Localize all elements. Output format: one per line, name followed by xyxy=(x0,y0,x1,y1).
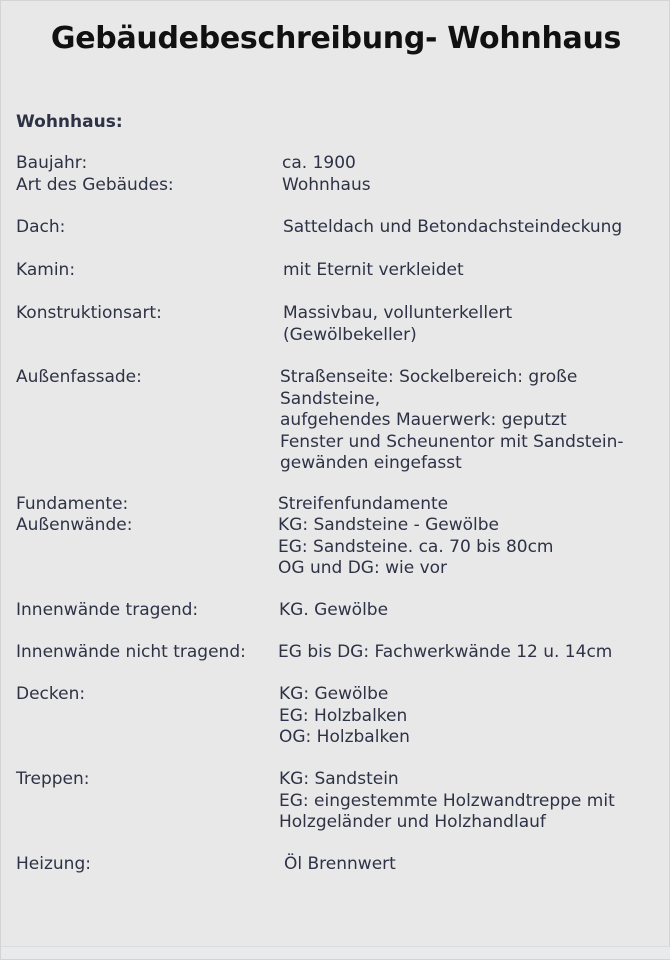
value-line: Massivbau, vollunterkellert xyxy=(283,303,513,323)
row-label: Heizung: xyxy=(16,854,91,874)
value-line: OG und DG: wie vor xyxy=(278,558,448,578)
value-line: EG: eingestemmte Holzwandtreppe mit xyxy=(279,790,615,811)
value-line: EG: Sandsteine. ca. 70 bis 80cm xyxy=(278,536,554,557)
row-value xyxy=(279,600,388,622)
value-line: Wohnhaus xyxy=(282,175,371,195)
value-line: (Gewölbekeller) xyxy=(283,324,417,345)
row-value xyxy=(283,217,622,239)
section-heading: Wohnhaus: xyxy=(16,112,123,132)
row-value xyxy=(284,854,396,876)
row-value xyxy=(283,303,512,346)
row-label: Dach: xyxy=(16,217,66,237)
row-label: Außenfassade: xyxy=(16,367,142,387)
value-line: aufgehendes Mauerwerk: geputzt xyxy=(280,410,567,430)
row-value xyxy=(279,769,615,834)
value-line: Öl Brennwert xyxy=(284,854,396,874)
value-line: ca. 1900 xyxy=(282,153,356,173)
value-line: KG. Gewölbe xyxy=(279,600,389,620)
value-line: Streifenfundamente xyxy=(278,494,449,514)
value-line: KG: Gewölbe xyxy=(279,684,389,704)
row-value xyxy=(278,515,554,580)
row-label: Kamin: xyxy=(16,260,76,280)
description-rows xyxy=(1,1,670,960)
value-line: OG: Holzbalken xyxy=(279,727,410,747)
row-label: Art des Gebäudes: xyxy=(16,175,174,195)
value-line: Fenster und Scheunentor mit Sandstein- xyxy=(280,431,624,452)
row-label: Innenwände tragend: xyxy=(16,600,199,620)
row-value xyxy=(283,260,464,282)
row-label: Treppen: xyxy=(16,769,90,789)
value-line: KG: Sandstein xyxy=(279,769,399,789)
value-line: mit Eternit verkleidet xyxy=(283,260,464,280)
value-line: EG: Holzbalken xyxy=(279,705,408,726)
value-line: EG bis DG: Fachwerkwände 12 u. 14cm xyxy=(278,642,613,662)
value-line: Satteldach und Betondachsteindeckung xyxy=(283,217,623,237)
row-value xyxy=(280,367,624,475)
row-value xyxy=(278,494,448,516)
row-value xyxy=(278,642,612,664)
row-label: Konstruktionsart: xyxy=(16,303,162,323)
value-line: KG: Sandsteine - Gewölbe xyxy=(278,515,500,535)
row-value xyxy=(282,153,356,175)
row-label: Innenwände nicht tragend: xyxy=(16,642,246,662)
row-value xyxy=(282,175,371,197)
bottom-strip xyxy=(1,946,670,959)
value-line: Straßenseite: Sockelbereich: große xyxy=(280,367,578,387)
page-title: Gebäudebeschreibung- Wohnhaus xyxy=(50,21,622,56)
row-value xyxy=(279,684,410,749)
value-line: Sandsteine, xyxy=(280,388,381,409)
row-label: Außenwände: xyxy=(16,515,133,535)
row-label: Baujahr: xyxy=(16,153,88,173)
row-label: Fundamente: xyxy=(16,494,129,514)
row-label: Decken: xyxy=(16,684,86,704)
value-line: Holzgeländer und Holzhandlauf xyxy=(279,812,546,832)
value-line: gewänden eingefasst xyxy=(280,453,462,473)
